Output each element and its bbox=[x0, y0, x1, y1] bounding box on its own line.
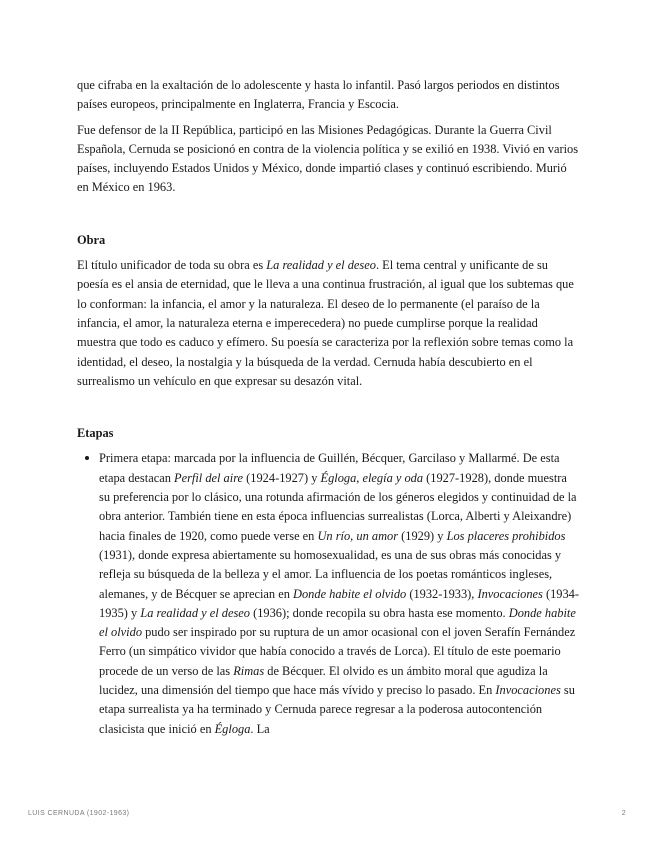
intro-paragraph-1: que cifraba en la exaltación de lo adolescente y hasta lo infantil. Pasó largos periodos en distintos países europeos, principalmente en Inglaterra, Francia y Escocia. bbox=[77, 78, 560, 112]
section-heading-etapas: Etapas bbox=[77, 426, 114, 441]
page-number: 2 bbox=[621, 810, 626, 817]
intro-paragraph-2: Fue defensor de la II República, participó en las Misiones Pedagógicas. Durante la Guerra Civil Española, Cernuda se posicionó en contra de la violencia política y se exilió en 1938. Vivió en varios países, incluyendo Estados Unidos y México, donde impartió clases y continuó escribiendo. Murió en México en 1963. bbox=[77, 122, 579, 195]
document-page bbox=[77, 76, 579, 739]
bullet-icon bbox=[85, 456, 89, 460]
etapas-list bbox=[77, 449, 579, 738]
footer-running-title: LUIS CERNUDA (1902-1963) bbox=[28, 810, 130, 817]
title-la-realidad-y-el-deseo: La realidad y el deseo bbox=[266, 258, 376, 273]
list-item: Primera etapa: marcada por la influencia de Guillén, Bécquer, Garcilaso y Mallarmé. De esta etapa destacan Perfil del aire (1924-1927) y Égloga, elegía y oda (1927-1928), donde muestra su preferencia por lo clásico, una rotunda afirmación de los géneros elegidos y continuidad de la obra anterior. También tiene en esta época influencias surrealistas (Lorca, Alberti y Aleixandre) hacia finales de 1920, como puede verse en Un río, un amor (1929) y Los placeres prohibidos (1931), donde expresa abiertamente su homosexualidad, es una de sus obras más conocidas y refleja su búsqueda de la belleza y el amor. La influencia de los poetas románticos ingleses, alemanes, y de Bécquer se aprecian en Donde habite el olvido (1932-1933), Invocaciones (1934-1935) y La realidad y el deseo (1936); donde recopila su obra hasta ese momento. Donde habite el olvido pudo ser inspirado por su ruptura de un amor ocasional con el joven Serafín Fernández Ferro (un simpático vividor que había conocido a través de Lorca). El título de este poemario procede de un verso de las Rimas de Bécquer. El olvido es un ámbito moral que agudiza la lucidez, una dimensión del tiempo que hace más vívido y preciso lo pasado. En Invocaciones su etapa surrealista ya ha terminado y Cernuda parece regresar a la poderosa autocontención clasicista que inició en Égloga. La bbox=[99, 449, 579, 738]
obra-paragraph: El título unificador de toda su obra es La realidad y el deseo. El tema central y unificante de su poesía es el ansia de eternidad, que le lleva a una continua frustración, al igual que los subtemas que lo conforman: la infancia, el amor y la naturaleza. El deseo de lo permanente (el paraíso de la infancia, el amor, la naturaleza eterna e imperecedera) no puede cumplirse porque la realidad muestra que todo es caduco y efímero. Su poesía se caracteriza por la reflexión sobre temas como la identidad, el deseo, la nostalgia y la búsqueda de la verdad. Cernuda había descubierto en el surrealismo un vehículo en que expresar su desazón vital. bbox=[77, 258, 574, 388]
section-heading-obra: Obra bbox=[77, 232, 106, 247]
